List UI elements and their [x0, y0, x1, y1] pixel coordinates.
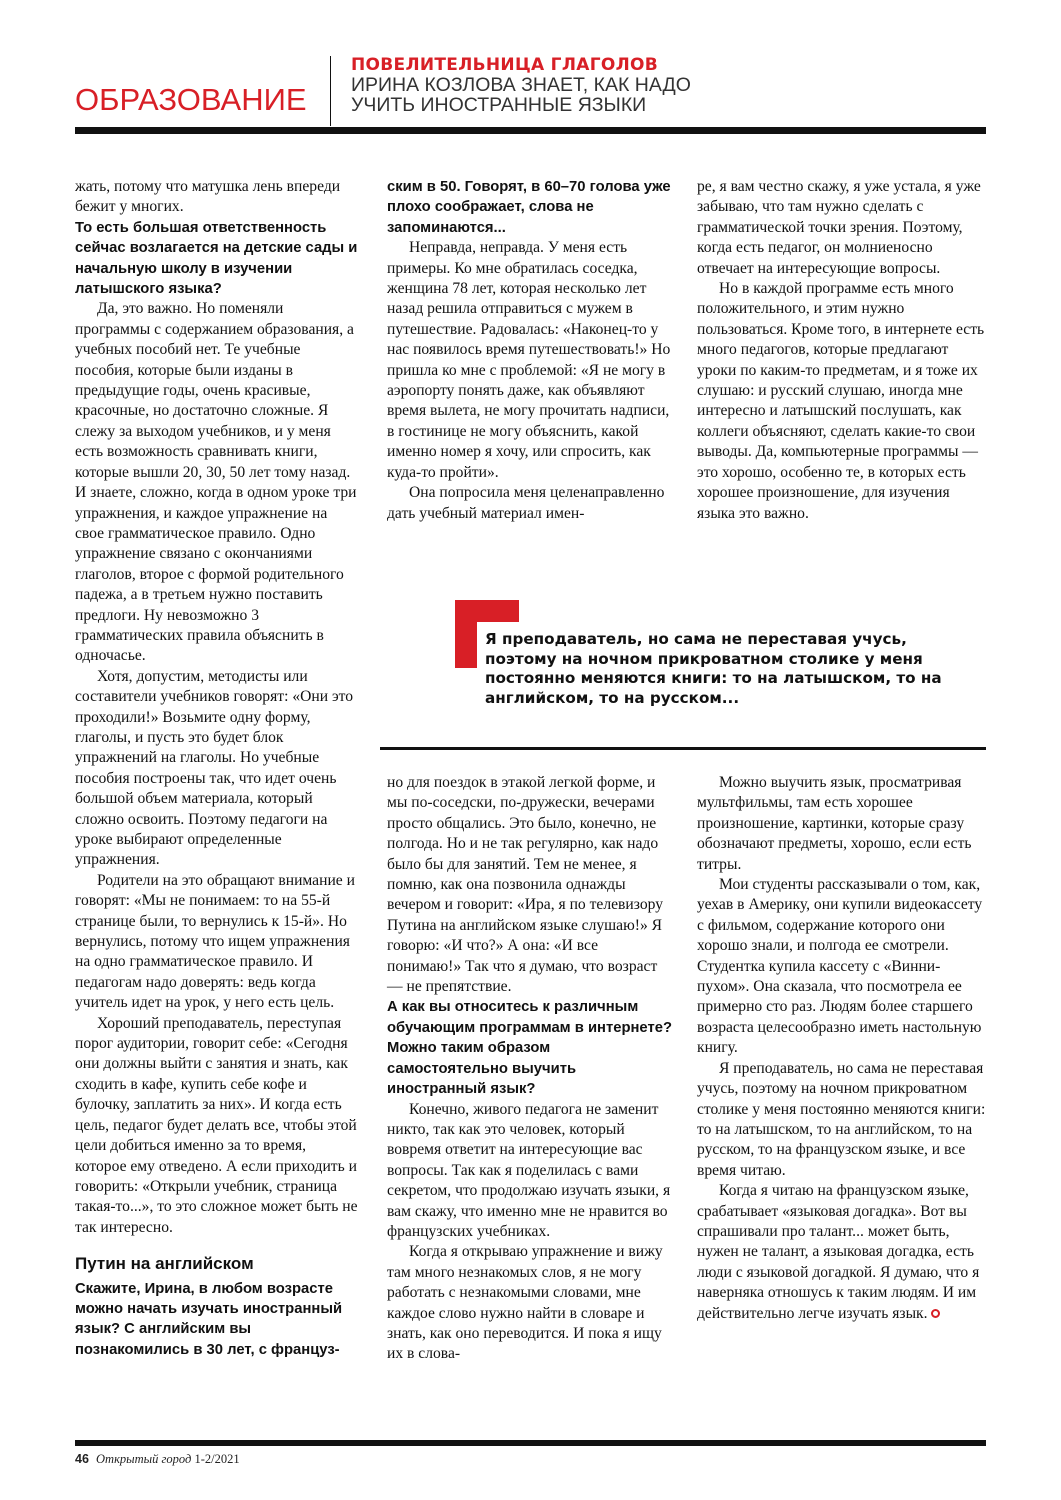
- paragraph: [697, 1181, 987, 1324]
- interview-question: Скажите, Ирина, в любом возрасте можно начать изучать иностранный язык? С английским вы познакомились в 30 лет, с француз-: [75, 1280, 343, 1358]
- paragraph: жать, потому что матушка лень впереди бежит у многих.: [75, 178, 341, 216]
- page-number: 46: [75, 1452, 89, 1466]
- footer-rule: [75, 1440, 986, 1446]
- paragraph: Родители на это обращают внимание и говорят: «Мы не понимаем: то на 55-й странице были, то вернулись к 15-й». Но вернулись, потому что ищем упражнения на одно грамматическое правило. И педагогам надо доверять: ведь когда учитель идет на урок, у него есть цель.: [75, 871, 355, 1012]
- paragraph: Хороший преподаватель, переступая порог аудитории, говорит себе: «Сегодня они должны выйти с занятия и знать, как сходить в кафе, купить себе кофе и булочку, заплатить за них». И когда есть цель, педагог будет делать все, чтобы этой цели добиться именно за то время, которое ему отведено. А если приходить и говорить: «Открыли учебник, страница такая-то...», то это сложное может быть не так интересно.: [75, 1014, 358, 1236]
- column-3-bottom: [697, 773, 987, 1324]
- paragraph: Когда я открываю упражнение и вижу там много незнакомых слов, я не могу работать с незнакомыми словами, мне каждое слово нужно найти в словаре и знать, как оно переводится. И пока я ищу их в слова-: [387, 1243, 663, 1363]
- article-subtitle-line-2: УЧИТЬ ИНОСТРАННЫЕ ЯЗЫКИ: [351, 94, 647, 116]
- paragraph: Но в каждой программе есть много положительного, и этим нужно пользоваться. Кроме того, в интернете есть много педагогов, которые предлагают уроки по каким-то предметам, и я тоже их слушаю: и русский слушаю, иногда мне интересно и латышский послушать, как коллеги объясняют, сделать какие-то свои выводы. Да, компьютерные программы — это хорошо, особенно те, в которых есть хорошее произношение, для изучения языка это важно.: [697, 280, 985, 522]
- column-2-top: [387, 177, 672, 524]
- paragraph: но для поездок в этакой легкой форме, и мы по-соседски, по-дружески, вечерами просто общались. Это было, конечно, не полгода. Но и не так регулярно, как надо было бы для занятий. Тем не менее, я помню, как она позвонила однажды вечером и говорит: «Ира, я по телевизору Путина на английском языке слушаю!» Я говорю: «И что?» А она: «И все понимаю!» Так что я думаю, что возраст — не препятствие.: [387, 774, 664, 996]
- paragraph-text: Когда я читаю на французском языке, срабатывает «языковая догадка». Вот вы спрашивали про талант... может быть, нужен не талант, а языковая догадка, есть люди с языковой догадкой. Я думаю, что я наверняка отношусь к таким людям. И им действительно легче изучать язык.: [697, 1182, 980, 1322]
- article-subtitle-line-1: ИРИНА КОЗЛОВА ЗНАЕТ, КАК НАДО: [351, 74, 691, 96]
- paragraph: Она попросила меня целенаправленно дать учебный материал имен-: [387, 484, 665, 522]
- paragraph: Неправда, неправда. У меня есть примеры. Ко мне обратилась соседка, женщина 78 лет, которая несколько лет назад решила отправиться с мужем в путешествие. Радовалась: «Наконец-то у нас появилось время путешествовать!» Но пришла ко мне с проблемой: «Я не могу в аэропорту понять даже, как объявляют время вылета, не могу прочитать надписи, в гостинице не могу объяснить, какой именно номер я хочу, или спросить, как куда-то пройти».: [387, 239, 671, 481]
- column-3-top: [697, 177, 987, 524]
- paragraph: Я преподаватель, но сама не переставая учусь, поэтому на ночном прикроватном столике у меня постоянно меняются книги: то на латышском, то на английском, то на русском, то на французском языке, и все время читаю.: [697, 1059, 986, 1179]
- paragraph: Конечно, живого педагога не заменит никто, так как это человек, который вовремя ответит на интересующие вас вопросы. Так как я поделилась с вами секретом, что продолжаю изучать языки, я вам скажу, что именно мне не нравится во французских учебниках.: [387, 1100, 671, 1240]
- pull-quote-rule: [380, 747, 986, 750]
- magazine-name: Открытый город: [96, 1452, 192, 1466]
- paragraph: Хотя, допустим, методисты или составители учебников говорят: «Они это проходили!» Возьмите одну форму, глаголы, и пусть это будет блок упражнений на глаголы. Но учебные пособия построены так, что идет очень большой объем материала, который сложно освоить. Поэтому педагоги на уроке выбирают определенные упражнения.: [75, 667, 354, 869]
- section-title: ОБРАЗОВАНИЕ: [75, 82, 307, 117]
- paragraph: ре, я вам честно скажу, я уже устала, я уже забываю, что там нужно сделать с грамматической точки зрения. Поэтому, когда есть педагог, он молниеносно отвечает на интересующие вопросы.: [697, 178, 981, 277]
- paragraph: Можно выучить язык, просматривая мультфильмы, там есть хорошее произношение, картинки, которые сразу обозначают предметы, хорошо, если есть титры.: [697, 774, 972, 873]
- subheading: Путин на английском: [75, 1254, 254, 1274]
- paragraph: Мои студенты рассказывали о том, как, уехав в Америку, они купили видеокассету с фильмом, содержание которого они хорошо знали, и полгода ее смотрели. Студентка купила кассету с «Винни-пухом». Она сказала, что посмотрела ее примерно сто раз. Людям более старшего возраста целесообразно иметь настольную книгу.: [697, 876, 983, 1057]
- article-kicker: ПОВЕЛИТЕЛЬНИЦА ГЛАГОЛОВ: [351, 55, 659, 75]
- end-of-article-icon: [931, 1309, 940, 1318]
- interview-question: А как вы относитесь к различным обучающим программам в интернете? Можно таким образом самостоятельно выучить иностранный язык?: [387, 999, 672, 1098]
- column-2-bottom: [387, 773, 672, 1365]
- interview-question: То есть большая ответственность сейчас возлагается на детские сады и начальную школу в изучении латышского языка?: [75, 219, 358, 298]
- issue-number: 1-2/2021: [194, 1452, 240, 1466]
- column-1: [75, 177, 360, 1360]
- interview-question-continued: ским в 50. Говорят, в 60–70 голова уже плохо соображает, слова не запоминаются...: [387, 179, 671, 236]
- paragraph: Да, это важно. Но поменяли программы с содержанием образования, а учебных пособий нет. Те учебные пособия, которые были изданы в предыдущие годы, очень красивые, красочные, но достаточно сложные. Я слежу за выходом учебников, и у меня есть возможность сравнивать книги, которые вышли 20, 30, 50 лет тому назад. И знаете, сложно, когда в одном уроке три упражнения, и каждое упражнение на свое грамматическое правило. Одно упражнение связано с окончаниями глаголов, второе с формой родительного падежа, а в третьем нужно поставить предлоги. Ну невозможно 3 грамматических правила объяснить в одночасье.: [75, 300, 357, 665]
- page-footer: [75, 1452, 240, 1467]
- article-subtitle: [351, 75, 691, 115]
- header-divider: [330, 56, 331, 126]
- pull-quote: Я преподаватель, но сама не переставая учусь, поэтому на ночном прикроватном столике у меня постоянно меняются книги: то на латышском, то на английском, то на русском...: [485, 630, 942, 707]
- header-rule: [75, 127, 986, 134]
